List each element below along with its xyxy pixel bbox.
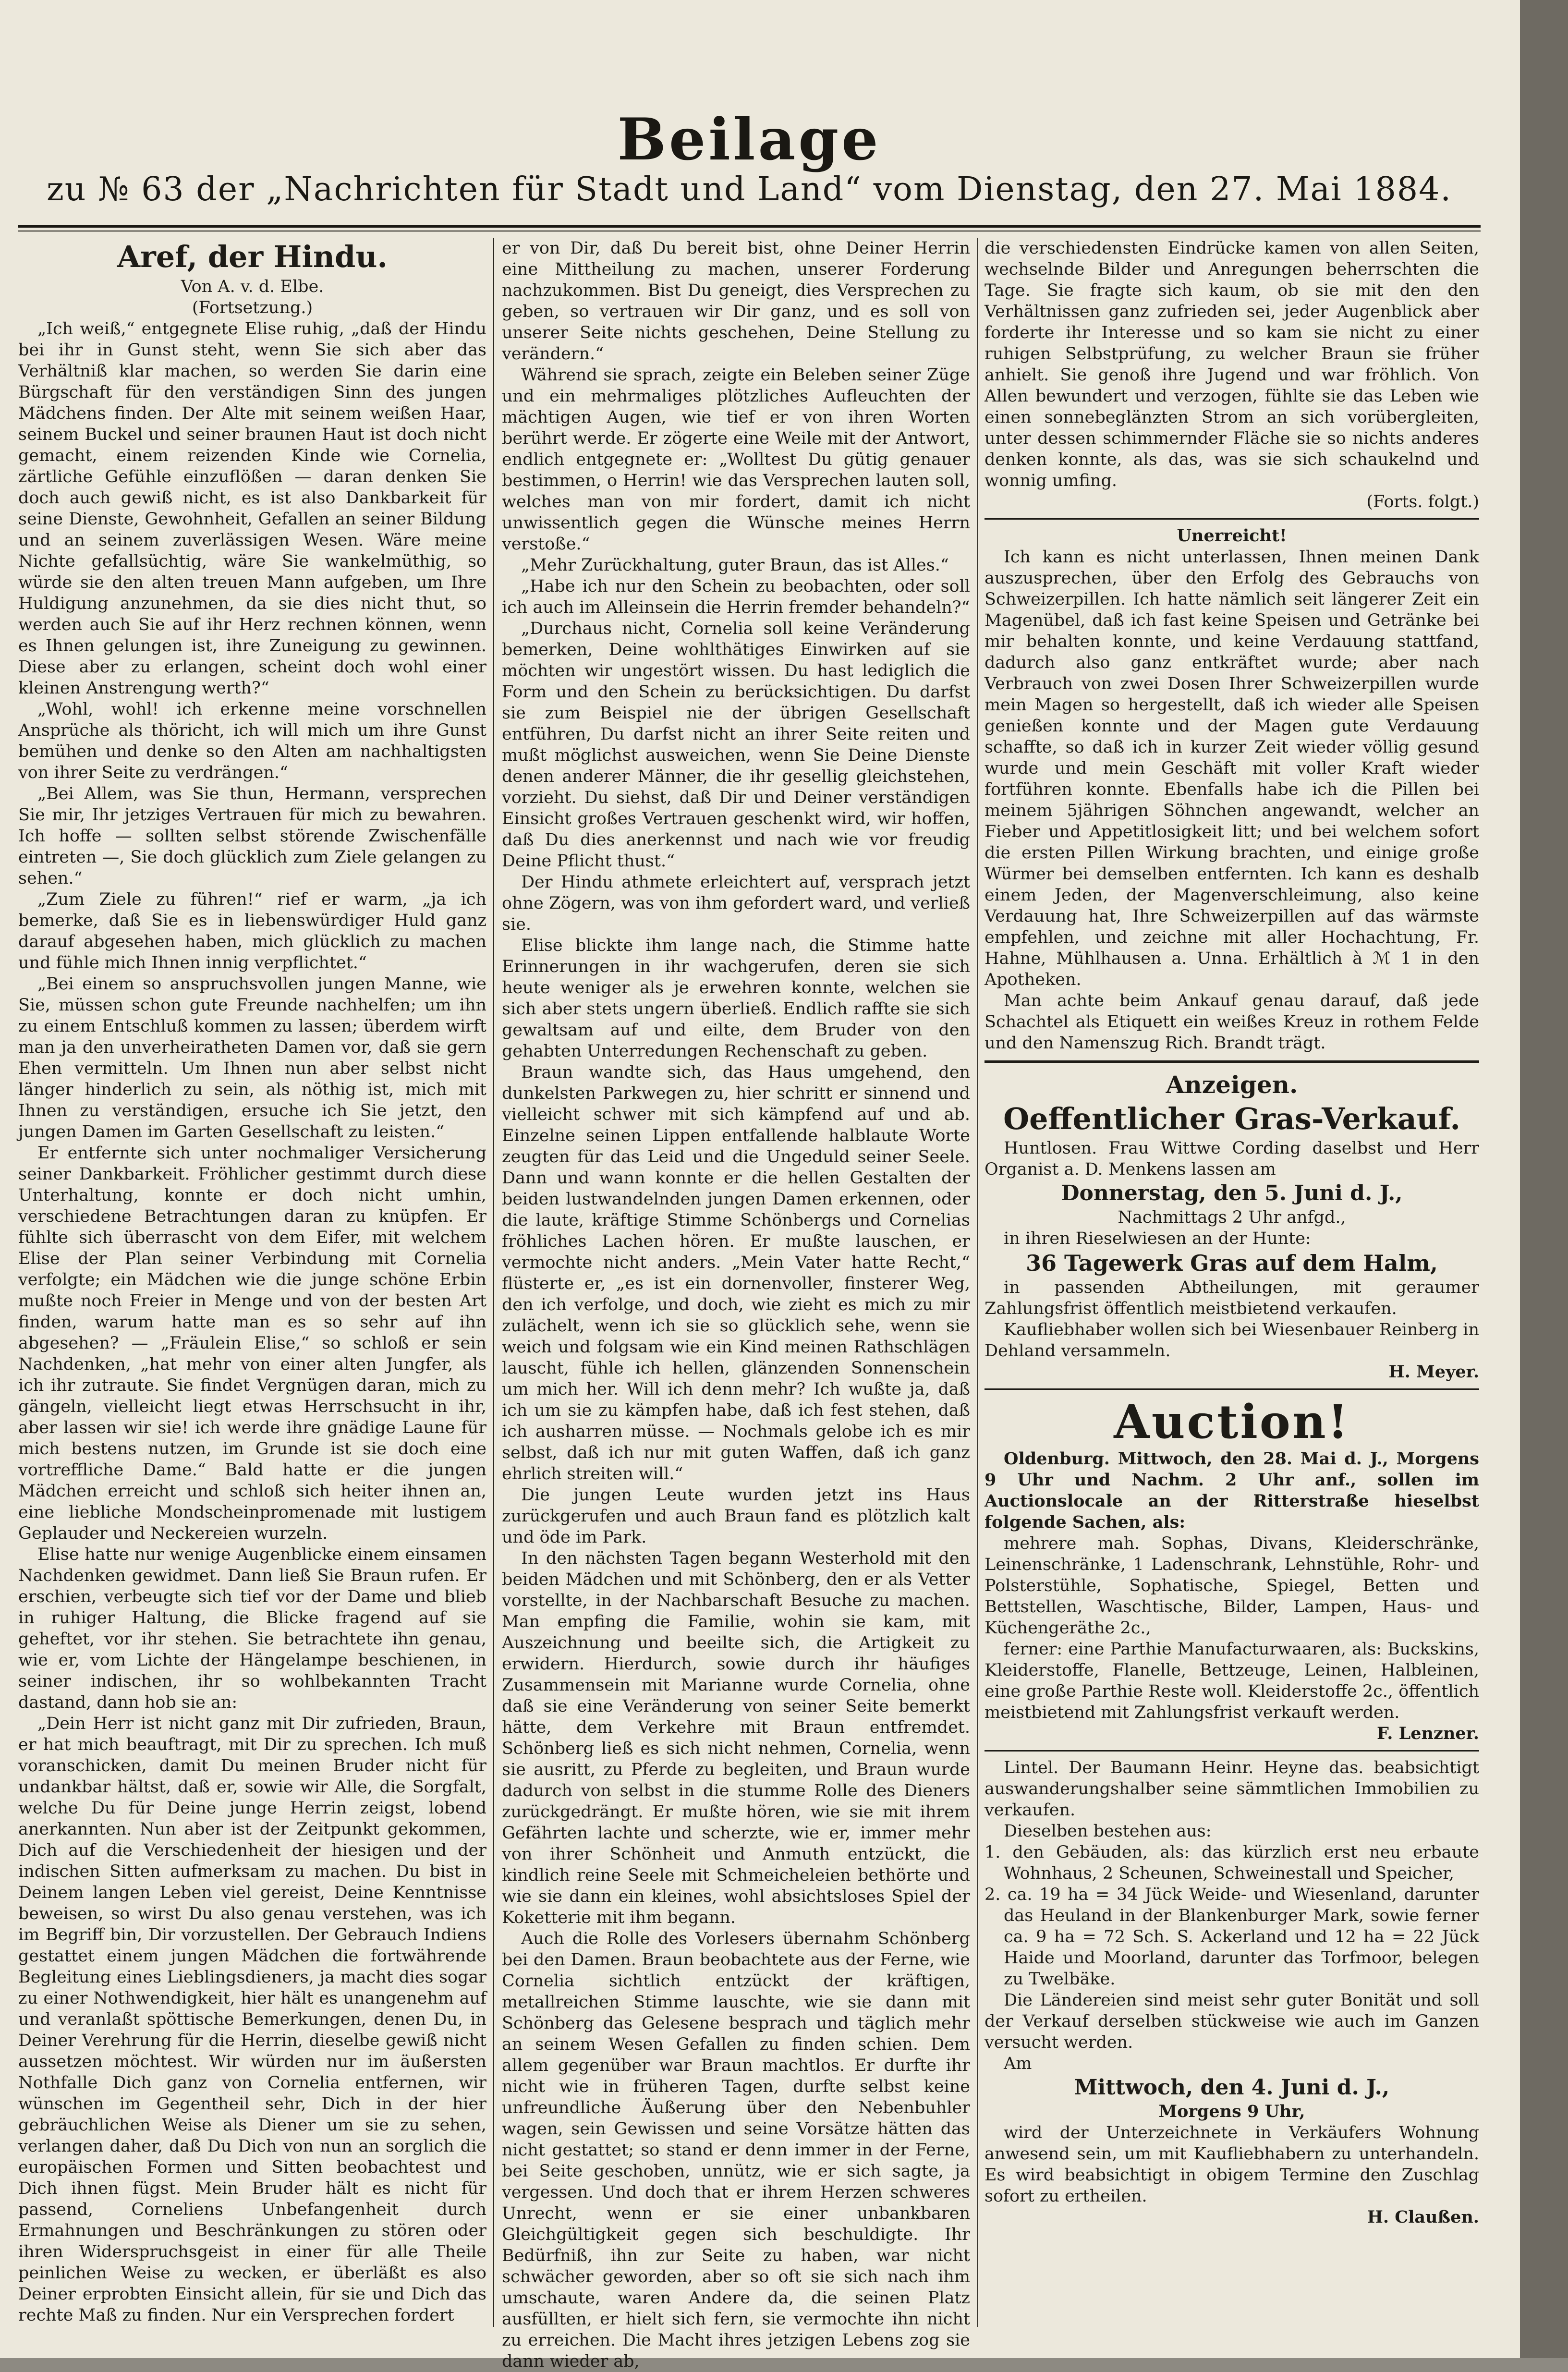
paragraph: er von Dir, daß Du bereit bist, ohne Deiner Herrin eine Mittheilung zu machen, unserer Forderung nachzukommen. Bist Du geneigt, dies Versprechen zu geben, so vertrauen wir Dir ganz, und es soll von unserer Seite nichts geschehen, Deine Stellung zu verändern.“ [502,239,970,364]
divider [985,1060,1479,1063]
ad-terms: in passenden Abtheilungen, mit geraumer Zahlungsfrist öffentlich meistbietend verkaufen. [985,1278,1479,1318]
paragraph: Braun wandte sich, das Haus umgehend, den dunkelsten Parkwegen zu, hier schritt er sinnend und vielleicht schwer mit sich kämpfend auf und ab. Einzelne seinen Lippen entfallende halblaute Worte zeugten für das Leid und die Ungeduld seiner Seele. Dann und wann konnte er die hellen Gestalten der beiden lustwandelnden jungen Damen erkennen, oder die laute, kräftige Stimme Schönbergs und Cornelias fröhliches Lachen hören. Er mußte lauschen, er vermochte nicht anders. „Mein Vater hatte Recht,“ flüsterte er, „es ist ein dornenvoller, finsterer Weg, den ich verfolge, und doch, wie zieht es mich zu mir zulächelt, wenn ich sie so glücklich sehe, wenn sie weich und folgsam wie ein Kind meinen Rathschlägen lauscht, fühle ich hellen, glänzenden Sonnenschein um mich her. Will ich denn mehr? Ich wußte ja, daß ich um sie zu kämpfen habe, daß ich fest stehen, daß ich ausharren müsse. — Nochmals gelobe ich es mir selbst, daß ich nur mit guten Waffen, daß ich ganz ehrlich streiten will.“ [502,1063,970,1484]
paragraph: „Mehr Zurückhaltung, guter Braun, das ist Alles.“ [521,556,949,575]
column-3 [985,238,1479,2228]
ad-body: Ich kann es nicht unterlassen, Ihnen meinen Dank auszusprechen, über den Erfolg des Gebrauchs von Schweizerpillen. Ich hatte nämlich seit längerer Zeit ein Magenübel, daß ich fast keine Speisen und Getränke bei mir behalten konnte, und keine Verdauung stattfand, dadurch also ganz entkräftet wurde; aber nach Verbrauch von zwei Dosen Ihrer Schweizerpillen wurde mein Magen so hergestellt, daß ich wieder alle Speisen genießen konnte und der Magen gute Verdauung schaffte, so daß ich in kurzer Zeit wieder völlig gesund wurde und mein Geschäft mit voller Kraft wieder fortführen konnte. Ebenfalls habe ich die Pillen bei meinem 5jährigen Söhnchen angewandt, welcher an Fieber und Appetitlosigkeit litt; und bei welchem sofort die ersten Pillen Wirkung brachten, und einige große Würmer bei demselben entfernten. Ich kann es deshalb einem Jeden, der Magenverschleimung, also keine Verdauung hat, Ihre Schweizerpillen auf das wärmste empfehlen, und zeichne mit aller Hochachtung, Fr. Hahne, Mühlhausen a. Unna. Erhältlich à ℳ 1 in den Apotheken. [985,547,1479,989]
column-1 [18,238,486,2326]
ad-place: in ihren Rieselwiesen an der Hunte: [1004,1229,1311,1248]
story-end: die verschiedensten Eindrücke kamen von allen Seiten, wechselnde Bilder und Anregungen beherrschten die Tage. Sie fragte sich kaum, ob sie mit den den Verhältnissen ganz zufrieden sei, jeder Augenblick aber forderte ihr Interesse und so kam sie nicht zu einer ruhigen Selbstprüfung, zu welcher Braun sie früher anhielt. Sie genoß ihre Jugend und war fröhlich. Von Allen bewundert und verzogen, fühlte sie das Leben wie einen sonnebeglänzten Strom an sich vorübergleiten, unter dessen schimmernder Fläche sie so nichts anderes denken konnte, als das, was sie sich schaukelnd und wonnig umfing. [985,239,1479,490]
ad-title: Unerreicht! [1177,526,1287,546]
ad-intro: Huntlosen. Frau Wittwe Cording daselbst und Herr Organist a. D. Menkens lassen am [985,1139,1479,1179]
divider [985,1388,1479,1390]
paragraph: In den nächsten Tagen begann Westerhold mit den beiden Mädchen und mit Schönberg, den er als Vetter vorstellte, in der Nachbarschaft Besuche zu machen. Man empfing die Familie, wohin sie kam, mit Auszeichnung und beeilte sich, die Artigkeit zu erwidern. Hierdurch, sowie durch ihr häufiges Zusammensein mit Marianne wurde Cornelia, ohne daß sie eine Veränderung von seiner Seite bemerkt hätte, dem Verkehre mit Braun entfremdet. Schönberg ließ es sich nicht nehmen, Cornelia, wenn sie ausritt, zu Pferde zu begleiten, und Braun wurde dadurch von selbst in die stumme Rolle des Dieners zurückgedrängt. Er mußte hören, wie sie mit ihrem Gefährten lachte und scherzte, wie er, immer mehr von ihrer Schönheit und Anmuth entzückt, die kindlich reine Seele mit Schmeicheleien bethörte und wie sie dann ein kleines, wohl absichtsloses Spiel der Koketterie mit ihm begann. [502,1549,970,1927]
ad-title: Auction! [1114,1395,1350,1449]
paragraph: „Zum Ziele zu führen!“ rief er warm, „ja ich bemerke, daß Sie es in liebenswürdiger Huld ganz darauf abgesehen haben, mich glücklich zu machen und fühle mich Ihnen innig verpflichtet.“ [18,890,486,973]
story-note: (Forts. folgt.) [1366,492,1479,511]
paragraph: Er entfernte sich unter nochmaliger Versicherung seiner Dankbarkeit. Fröhlicher gestimmt durch diese Unterhaltung, konnte er doch nicht umhin, verschiedene Betrachtungen daran zu knüpfen. Er fühlte sich überrascht von dem Eifer, mit welchem Elise der Plan seiner Verbindung mit Cornelia verfolgte; ein Mädchen wie die junge schöne Erbin mußte noch Freier in Menge und von der besten Art finden, warum hatte man es so sehr auf ihn abgesehen? — „Fräulein Elise,“ so schloß er sein Nachdenken, „hat mehr von einer alten Jungfer, als ich ihr zutraute. Sie findet Vergnügen daran, mich zu gängeln, vielleicht liegt etwas Herrschsucht in ihr, aber lassen wir sie! ich werde ihre gnädige Laune für mich bestens nutzen, im Grunde ist sie doch eine vortreffliche Dame.“ Bald hatte er die jungen Mädchen erreicht und schloß sich heiter ihnen an, eine liebliche Mondscheinpromenade mit lustigem Geplauder und Neckereien wurzeln. [18,1143,486,1543]
ad-body: wird der Unterzeichnete in Verkäufers Wohnung anwesend sein, um mit Kaufliebhabern zu unterhandeln. Es wird beabsichtigt in obigem Termine den Zuschlag sofort zu ertheilen. [985,2123,1479,2206]
divider [985,1750,1479,1752]
ad-am: Am [1004,2054,1032,2073]
ad-item: 1. den Gebäuden, als: das kürzlich erst neu erbaute Wohnhaus, 2 Scheunen, Schweinestall und Speicher, [985,1843,1479,1883]
column-divider [977,238,978,2327]
masthead-rule [18,225,1481,228]
masthead-title: Beilage [617,106,881,173]
ad-sign: F. Lenzner. [1376,1724,1479,1743]
paragraph: Elise hatte nur wenige Augenblicke einem einsamen Nachdenken gewidmet. Dann ließ Sie Braun rufen. Er erschien, verbeugte sich tief vor der Dame und blieb in ruhiger Haltung, die Blicke fragend auf sie geheftet, vor ihr stehen. Sie betrachtete ihn genau, wie er, vom Lichte der Hängelampe beschienen, in seiner indischen, ihr so wohlbekannten Tracht dastand, dann hob sie an: [18,1545,486,1712]
ad-more: ferner: eine Parthie Manufacturwaaren, als: Buckskins, Kleiderstoffe, Flanelle, Bettzeuge, Leinen, Halbleinen, eine große Parthie Reste woll. Kleiderstoffe 2c., öffentlich meistbietend mit Zahlungsfrist verkauft werden. [985,1640,1479,1722]
paragraph: „Wohl, wohl! ich erkenne meine vorschnellen Ansprüche als thöricht, ich will mich um ihre Gunst bemühen und denke so den Alten am nachhaltigsten von ihrer Seite zu verdrängen.“ [18,700,486,782]
paragraph: Die jungen Leute wurden jetzt ins Haus zurückgerufen und auch Braun fand es plötzlich kalt und öde im Park. [502,1485,970,1547]
ad-intro: Oldenburg. Mittwoch, den 28. Mai d. J., Morgens 9 Uhr und Nachm. 2 Uhr anf., sollen im Auctionslocale an der Ritterstraße hieselbst folgende Sachen, als: [985,1449,1479,1532]
ad-time: Nachmittags 2 Uhr anfgd., [1118,1208,1346,1227]
ad-sign: H. Claußen. [1367,2207,1479,2227]
ad-date: Donnerstag, den 5. Juni d. J., [1061,1181,1403,1205]
ad-date: Mittwoch, den 4. Juni d. J., [1074,2075,1390,2100]
paragraph: Auch die Rolle des Vorlesers übernahm Schönberg bei den Damen. Braun beobachtete aus der Ferne, wie Cornelia sichtlich entzückt der kräftigen, metallreichen Stimme lauschte, wie sie dann mit Schönberg das Gelesene besprach und täglich mehr an seinem Wesen Gefallen zu finden schien. Dem allem gegenüber war Braun machtlos. Er durfte ihr nicht wie in früheren Tagen, durfte selbst keine unfreundliche Äußerung über den Nebenbuhler wagen, sein Gewissen und seine Vorsätze hätten das nicht gestattet; so stand er denn immer in der Ferne, bei Seite geschoben, unnütz, wie er sich sagte, ja vergessen. Und doch that er ihrem Herzen schweres Unrecht, wenn er sie einer unbankbaren Gleichgültigkeit gegen sich beschuldigte. Ihr Bedürfniß, ihn zur Seite zu haben, war nicht schwächer geworden, aber so oft sie sich nach ihm umschaute, waren Andere da, die seinen Platz ausfüllten, er hielt sich fern, sie vermochte ihn nicht zu erreichen. Die Macht ihres jetzigen Lebens zog sie dann wieder ab, [502,1929,970,2371]
paragraph: „Durchaus nicht, Cornelia soll keine Veränderung bemerken, Deine wohlthätiges Einwirken auf sie möchten wir ungestört wissen. Du hast lediglich die Form und den Schein zu berücksichtigen. Du darfst sie zum Beispiel nie der übrigen Gesellschaft entführen, Du darfst nicht an ihrer Seite reiten und mußt möglichst ausweichen, wenn Sie Deine Dienste denen anderer Männer, die ihr gesellig gleichstehen, vorzieht. Du siehst, daß Dir und Deiner verständigen Einsicht großes Vertrauen geschenkt wird, wir hoffen, daß Du dies anerkennst und nach wie vor freudig Deine Pflicht thust.“ [502,619,970,871]
paragraph: „Bei einem so anspruchsvollen jungen Manne, wie Sie, müssen schon gute Freunde nachhelfen; um ihn zu einem Entschluß kommen zu lassen; überdem wirft man ja den unverheiratheten Damen vor, daß sie gern Ehen vermitteln. Um Ihnen nun aber selbst nicht länger hinderlich zu sein, als nöthig ist, mich mit Ihnen zu verständigen, ersuche ich Sie jetzt, den jungen Damen im Garten Gesellschaft zu leisten.“ [18,974,486,1142]
ad-note: Die Ländereien sind meist sehr guter Bonität und soll der Verkauf derselben stückweise wie auch im Ganzen versucht werden. [985,1991,1479,2052]
ads-heading: Anzeigen. [1166,1070,1298,1099]
story-continued: (Fortsetzung.) [192,298,313,317]
ad-sign: H. Meyer. [1388,1362,1479,1382]
ad-title: Oeffentlicher Gras-Verkauf. [1003,1101,1460,1136]
paragraph: Während sie sprach, zeigte ein Beleben seiner Züge und ein mehrmaliges plötzliches Aufleuchten der mächtigen Augen, wie tief er von ihren Worten berührt werde. Er zögerte eine Weile mit der Antwort, endlich entgegnete er: „Wolltest Du gütig genauer bestimmen, o Herrin! wie das Versprechen lauten soll, welches man von mir fordert, damit ich nicht unwissentlich gegen die Wünsche meines Herrn verstoße.“ [502,365,970,554]
ad-items: mehrere mah. Sophas, Divans, Kleiderschränke, Leinenschränke, 1 Ladenschrank, Lehnstühle, Rohr- und Polsterstühle, Sophatische, Spiegel, Betten und Bettstellen, Waschtische, Bilder, Lampen, Haus- und Küchengeräthe 2c., [985,1534,1479,1638]
ad-time: Morgens 9 Uhr, [1158,2102,1305,2121]
paragraph: Der Hindu athmete erleichtert auf, versprach jetzt ohne Zögern, was von ihm gefordert ward, und verließ sie. [502,873,970,934]
ad-lead: Dieselben bestehen aus: [1004,1822,1212,1841]
paragraph: „Habe ich nur den Schein zu beobachten, oder soll ich auch im Alleinsein die Herrin fremder behandeln?“ [502,577,970,617]
paragraph: „Ich weiß,“ entgegnete Elise ruhig, „daß der Hindu bei ihr in Gunst steht, wenn Sie sich aber das Verhältniß klar machen, so werden Sie darin eine Bürgschaft für den verständigen Sinn des jungen Mädchens finden. Der Alte mit seinem weißen Haar, seinem Buckel und seiner braunen Haut ist doch nicht gemacht, einem reizenden Kinde wie Cornelia, zärtliche Gefühle einzuflößen — daran denken Sie doch auch gewiß nicht, es ist also Dankbarkeit für seine Dienste, Gewohnheit, Gefallen an seiner Bildung und an seinem zuverlässigen Wesen. Wäre meine Nichte gefallsüchtig, wäre Sie wankelmüthig, so würde sie den alten treuen Mann aufgeben, um Ihre Huldigung anzunehmen, da sie dies nicht thut, so werden auch Sie auf ihr Herz rechnen können, wenn es Ihnen gelungen ist, ihre Zuneigung zu gewinnen. Diese aber zu erlangen, scheint doch wohl einer kleinen Anstrengung werth?“ [18,319,486,698]
ad-lot: 36 Tagewerk Gras auf dem Halm, [1026,1250,1438,1276]
divider [985,518,1479,520]
story-title: Aref, der Hindu. [117,239,388,274]
ad-item: 2. ca. 19 ha = 34 Jück Weide- und Wiesenland, darunter das Heuland in der Blankenburger Mark, sowie ferner ca. 9 ha = 72 Sch. S. Ackerland und 12 ha = 22 Jück Haide und Moorland, darunter das Torfmoor, belegen zu Twelbäke. [985,1885,1479,1989]
masthead-subtitle: zu № 63 der „Nachrichten für Stadt und Land“ vom Dienstag, den 27. Mai 1884. [46,170,1452,208]
paragraph: Elise blickte ihm lange nach, die Stimme hatte Erinnerungen in ihr wachgerufen, deren sie sich heute weniger als je erwehren konnte, welchen sie sich aber stets ungern überließ. Endlich raffte sie sich gewaltsam auf und eilte, dem Bruder von den gehabten Unterredungen Rechenschaft zu geben. [502,936,970,1061]
story-author: Von A. v. d. Elbe. [181,277,324,296]
page-edge [1520,0,1568,2358]
column-2 [502,238,970,2372]
ad-note: Man achte beim Ankauf genau darauf, daß jede Schachtel als Etiquett ein weißes Kreuz in rothem Felde und den Namenszug Rich. Brandt trägt. [985,991,1479,1053]
ad-meet: Kaufliebhaber wollen sich bei Wiesenbauer Reinberg in Dehland versammeln. [985,1320,1479,1361]
paragraph: „Dein Herr ist nicht ganz mit Dir zufrieden, Braun, er hat mich beauftragt, mit Dir zu sprechen. Ich muß voranschicken, damit Du meinen Bruder nicht für undankbar hältst, daß er, sowie wir Alle, die Sorgfalt, welche Du für Deine junge Herrin zeigst, lobend anerkannten. Nun aber ist der Zeitpunkt gekommen, Dich auf die Verschiedenheit der hiesigen und der indischen Sitten aufmerksam zu machen. Du bist in Deinem langen Leben viel gereist, Deine Kenntnisse beweisen, so wirst Du also genau verstehen, was ich im Begriff bin, Dir vorzustellen. Der Gebrauch Indiens gestattet einem jungen Mädchen die fortwährende Begleitung eines Lieblingsdieners, ja macht dies sogar zu einer Nothwendigkeit, hier hält es unangenehm auf und veranlaßt spöttische Bemerkungen, denen Du, in Deiner Verehrung für die Herrin, dieselbe gewiß nicht aussetzen möchtest. Wir würden nur im äußersten Nothfalle Dich ganz von Cornelia entfernen, wir wünschen im Gegentheil sehr, Dich in der hier gebräuchlichen Weise als Diener um sie zu sehen, verlangen daher, daß Du Dich von nun an sorglich die europäischen Formen und Sitten beobachtest und Dich ihnen fügst. Mein Bruder hält es nicht für passend, Corneliens Unbefangenheit durch Ermahnungen und Beschränkungen zu stören oder ihren Widerspruchsgeist in einer für alle Theile peinlichen Weise zu wecken, er überläßt es also Deiner erprobten Einsicht allein, für sie und Dich das rechte Maß zu finden. Nur ein Versprechen fordert [18,1714,486,2325]
column-divider [493,238,494,2327]
ad-intro: Lintel. Der Baumann Heinr. Heyne das. beabsichtigt auswanderungshalber seine sämmtlichen Immobilien zu verkaufen. [985,1758,1479,1820]
paragraph: „Bei Allem, was Sie thun, Hermann, versprechen Sie mir, Ihr jetziges Vertrauen für mich zu bewahren. Ich hoffe — sollten selbst störende Zwischenfälle eintreten —, Sie doch glücklich zum Ziele gelangen zu sehen.“ [18,784,486,888]
